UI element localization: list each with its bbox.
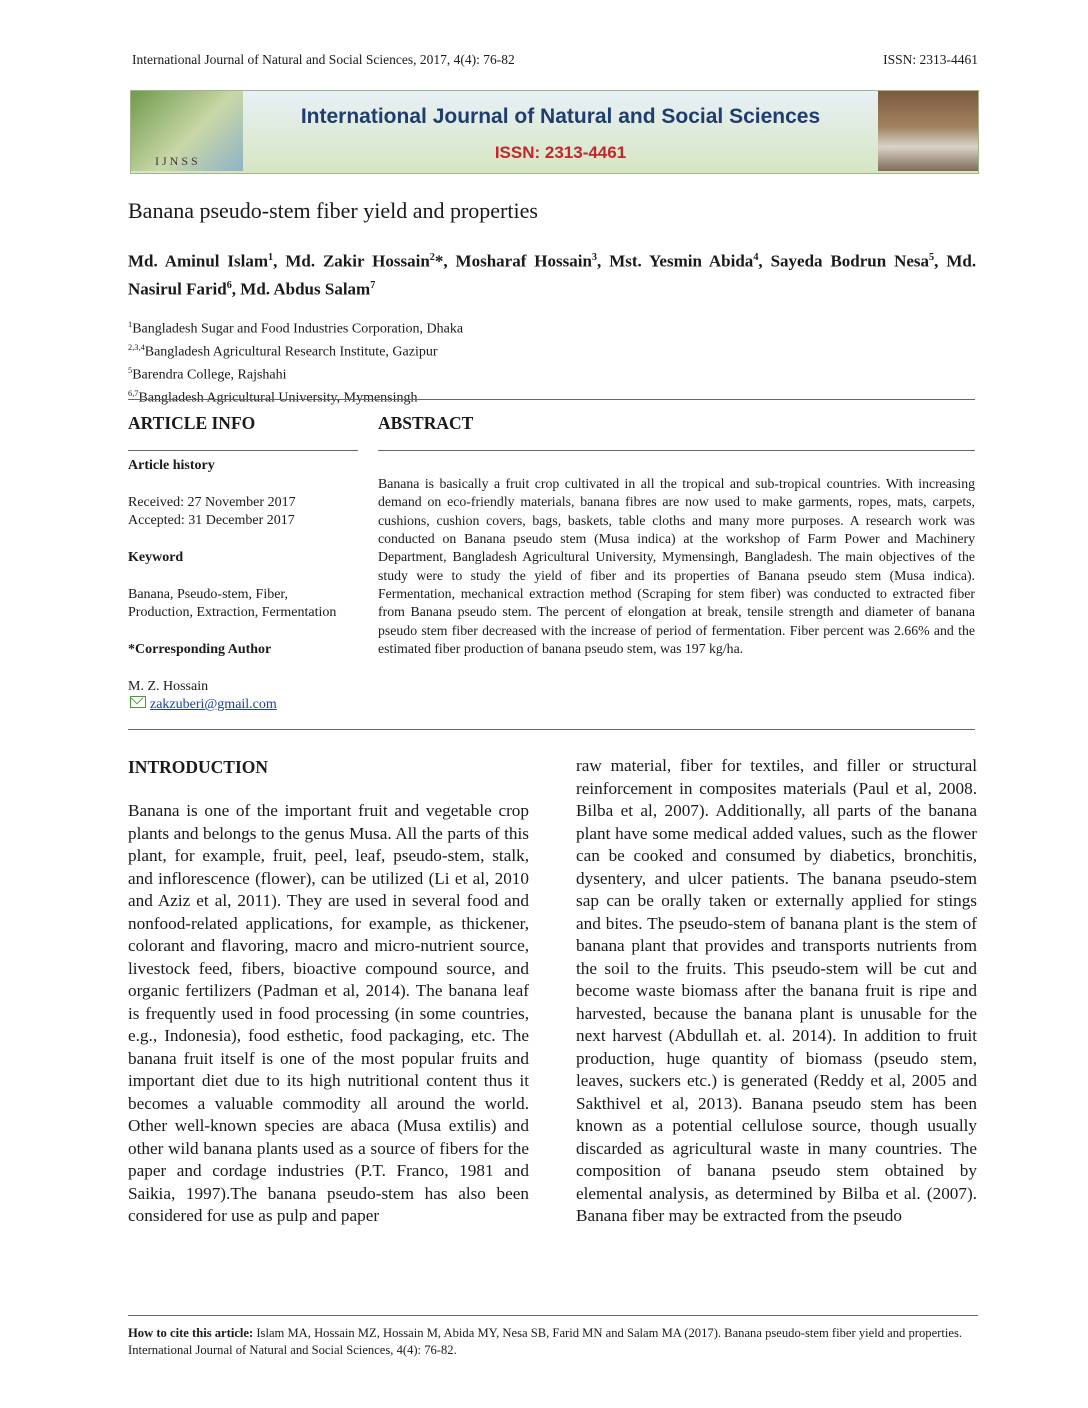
- author-sup: 2: [429, 252, 435, 263]
- author-name: Md. Zakir Hossain: [285, 251, 430, 271]
- running-header-journal: International Journal of Natural and Social Sciences, 2017, 4(4): 76-82: [132, 52, 515, 67]
- accepted-date: Accepted: 31 December 2017: [128, 513, 295, 528]
- keywords-line-1: Banana, Pseudo-stem, Fiber,: [128, 587, 289, 602]
- banner-title: International Journal of Natural and Social Sciences: [300, 105, 821, 128]
- affiliation-sup: 2,3,4: [128, 343, 145, 353]
- author-sup: 7: [370, 279, 376, 291]
- article-history-label: Article history: [128, 458, 215, 473]
- running-header-issn: ISSN: 2313-4461: [883, 52, 978, 67]
- banner-left-image: [131, 91, 243, 171]
- author-sep: ,: [273, 251, 286, 271]
- citation-text: Islam MA, Hossain MZ, Hossain M, Abida MY, Nesa SB, Farid MN and Salam MA (2017). Banana pseudo-stem fiber yield and properties. International Journal of Natural and Social Sciences, 4(4): 76-82.: [128, 1326, 962, 1357]
- affiliation: [128, 362, 463, 385]
- affiliation-list: [128, 316, 463, 409]
- introduction-column-1: Banana is one of the important fruit and vegetable crop plants and belongs to the genus Musa. All the parts of this plant, for example, fruit, peel, leaf, pseudo-stem, stalk, and inflorescence (flower), can be utilized (Li et al, 2010 and Aziz et al, 2011). They are used in several food and nonfood-related applications, for example, as thickener, colorant and flavoring, macro and micro-nutrient source, livestock feed, fibers, bioactive compound source, and organic fertilizers (Padman et al, 2014). The banana leaf is frequently used in food processing (in some countries, e.g., Indonesia), food esthetic, food packaging, etc. The banana fruit itself is one of the most popular fruits and important diet due to its high nutritional content thus it becomes a valuable commodity all around the world. Other well-known species are abaca (Musa extilis) and other wild banana plants used as a source of fibers for the paper and cordage industries (P.T. Franco, 1981 and Saikia, 1997).The banana pseudo-stem has also been considered for use as pulp and paper: [128, 801, 529, 1225]
- corresponding-author-label: *Corresponding Author: [128, 642, 272, 657]
- affiliation-text: Bangladesh Agricultural University, Mymensingh: [138, 391, 418, 407]
- author-sep: ,: [934, 251, 947, 271]
- abstract-text: Banana is basically a fruit crop cultivated in all the tropical and sub-tropical countries. With increasing demand on eco-friendly materials, banana fibres are now used to make garments, ropes, mats, carpets, cushions, cushion covers, bags, baskets, table cloths and many more purposes. A research work was conducted on Banana pseudo stem (Musa indica) at the workshop of Farm Power and Machinery Department, Bangladesh Agricultural University, Mymensingh, Bangladesh. The main objectives of the study were to study the yield of fiber and its properties of Banana pseudo stem (Musa indica). Fermentation, mechanical extraction method (Scraping for stem fiber) was conducted to extracted fiber from Banana pseudo stem. The percent of elongation at break, tensile strength and diameter of banana pseudo stem fiber decreased with the increase of period of fermentation. Fiber percent was 2.66% and the estimated fiber production of banana pseudo stem, was 197 kg/ha.: [378, 476, 975, 657]
- article-info-heading: ARTICLE INFO: [128, 413, 256, 433]
- introduction-heading: INTRODUCTION: [128, 757, 269, 777]
- affiliation-sup: 6,7: [128, 389, 139, 399]
- divider-top: [128, 399, 975, 400]
- affiliation-text: Bangladesh Sugar and Food Industries Corporation, Dhaka: [132, 321, 464, 337]
- author-sep: ,: [758, 251, 771, 271]
- corresponding-email-row: [130, 696, 277, 715]
- affiliation: [128, 316, 463, 339]
- envelope-icon: [130, 696, 146, 708]
- corresponding-author-name: M. Z. Hossain: [128, 679, 209, 694]
- banner-issn: ISSN: 2313-4461: [494, 143, 627, 162]
- divider-footer: [128, 1315, 978, 1316]
- abstract-heading: ABSTRACT: [378, 413, 474, 433]
- author-name: Md. Abdus Salam: [240, 279, 371, 299]
- keyword-label: Keyword: [128, 550, 184, 565]
- article-title: Banana pseudo-stem fiber yield and properties: [128, 198, 538, 223]
- author-sep: ,: [231, 279, 241, 299]
- divider-bottom: [128, 729, 975, 730]
- received-date: Received: 27 November 2017: [128, 495, 296, 510]
- banner-logo-text: IJNSS: [155, 154, 201, 168]
- author-name: Sayeda Bodrun Nesa: [770, 251, 930, 271]
- corresponding-email-link[interactable]: zakzuberi@gmail.com: [150, 697, 277, 712]
- introduction-column-2: raw material, fiber for textiles, and filler or structural reinforcement in composites materials (Paul et al, 2008. Bilba et al, 2007). Additionally, all parts of the banana plant have some medical added values, such as the flower can be cooked and consumed by diabetics, bronchitis, dysentery, and ulcer patients. The banana pseudo-stem sap can be orally taken or externally applied for stings and bites. The pseudo-stem of banana plant is the stem of banana plant that provides and transports nutrients from the soil to the fruits. This pseudo-stem will be cut and become waste biomass after the banana fruit is ripe and harvested, because the banana plant is unusable for the next harvest (Abdullah et. al. 2014). In addition to fruit production, huge quantity of biomass (pseudo stem, leaves, suckers etc.) is generated (Reddy et al, 2005 and Sakthivel et al, 2013). Banana pseudo stem has been known as a potential cellulose source, though usually discarded as agricultural waste in many countries. The composition of banana pseudo stem obtained by elemental analysis, as determined by Bilba et al. (2007). Banana fiber may be extracted from the pseudo: [576, 756, 977, 1225]
- divider-article-info: [128, 450, 358, 451]
- divider-abstract: [378, 450, 975, 451]
- author-name: Mosharaf Hossain: [455, 251, 592, 271]
- journal-banner: [130, 90, 979, 174]
- citation-label: How to cite this article:: [128, 1326, 254, 1340]
- banner-right-image: [878, 91, 978, 171]
- affiliation-sup: 5: [128, 366, 133, 376]
- author-sup: 6: [226, 279, 232, 291]
- affiliation: [128, 385, 463, 408]
- author-sup: 1: [268, 252, 274, 263]
- author-sep: *,: [434, 251, 456, 271]
- author-name: Md. Aminul Islam: [128, 251, 269, 271]
- author-sup: 5: [929, 252, 935, 263]
- keywords-line-2: Production, Extraction, Fermentation: [128, 605, 337, 620]
- author-sep: ,: [597, 251, 610, 271]
- affiliation-text: Bangladesh Agricultural Research Institute, Gazipur: [144, 344, 438, 360]
- affiliation-sup: 1: [128, 320, 133, 329]
- author-sup: 3: [591, 252, 598, 263]
- author-name: Mst. Yesmin Abida: [609, 251, 754, 271]
- author-sup: 4: [753, 252, 759, 263]
- author-list: [128, 246, 976, 301]
- author-name: Md. Nasirul Farid: [128, 251, 977, 299]
- citation-block: [128, 1325, 978, 1359]
- affiliation-text: Barendra College, Rajshahi: [132, 367, 287, 383]
- affiliation: [128, 339, 463, 362]
